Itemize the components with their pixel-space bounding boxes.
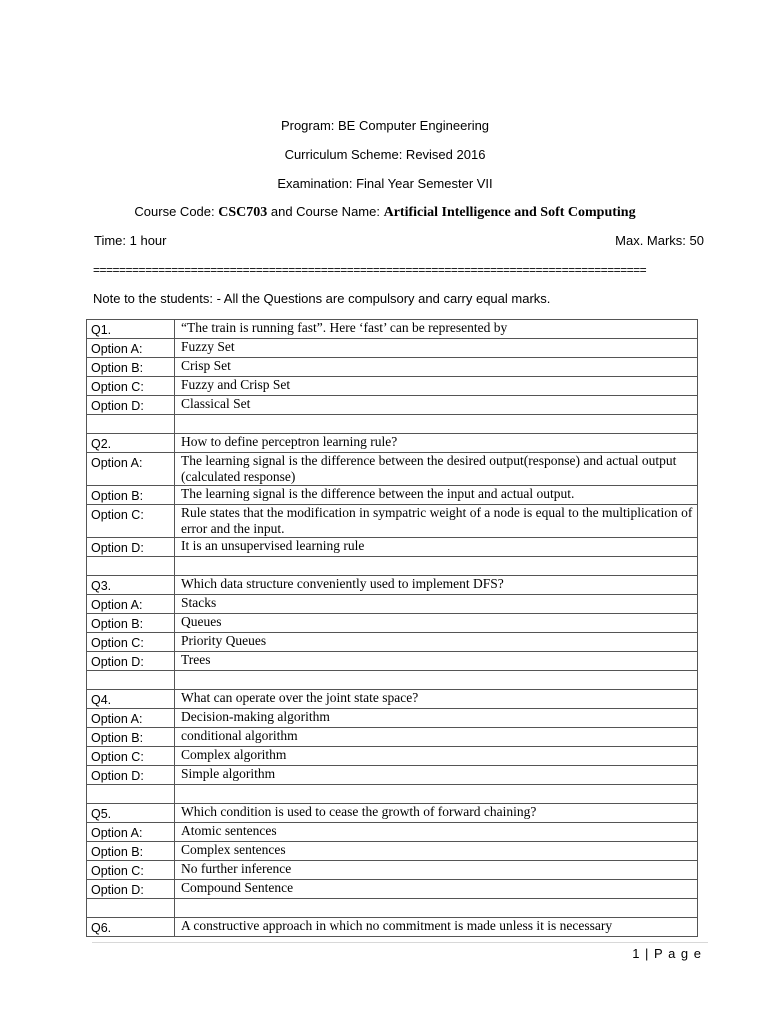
option-row <box>87 766 698 785</box>
option-row-label: Option C: <box>87 505 175 538</box>
question-row-text: What can operate over the joint state space? <box>175 690 698 709</box>
option-row-text: Priority Queues <box>175 633 698 652</box>
question-row-label: Q4. <box>87 690 175 709</box>
option-row-text: Simple algorithm <box>175 766 698 785</box>
spacer-row <box>87 415 698 434</box>
option-row <box>87 453 698 486</box>
option-row-label: Option D: <box>87 766 175 785</box>
question-row <box>87 918 698 937</box>
option-row <box>87 633 698 652</box>
option-row <box>87 486 698 505</box>
option-row-label: Option A: <box>87 339 175 358</box>
option-row <box>87 377 698 396</box>
option-row <box>87 652 698 671</box>
option-row-label: Option D: <box>87 652 175 671</box>
question-row-text: “The train is running fast”. Here ‘fast’ can be represented by <box>175 320 698 339</box>
scheme-line: Curriculum Scheme: Revised 2016 <box>284 147 486 162</box>
option-row-text: Decision-making algorithm <box>175 709 698 728</box>
program-line: Program: BE Computer Engineering <box>280 118 490 133</box>
question-row-text: A constructive approach in which no commitment is made unless it is necessary <box>175 918 698 937</box>
option-row-text: It is an unsupervised learning rule <box>175 538 698 557</box>
option-row-text: Compound Sentence <box>175 880 698 899</box>
option-row-label: Option B: <box>87 842 175 861</box>
course-name-prefix: and Course Name: <box>267 204 384 219</box>
option-row-text: Classical Set <box>175 396 698 415</box>
option-row-label: Option B: <box>87 358 175 377</box>
course-code-prefix: Course Code: <box>134 204 219 219</box>
footer-divider <box>92 942 708 943</box>
option-row-label: Option D: <box>87 538 175 557</box>
option-row-label: Option D: <box>87 396 175 415</box>
spacer-cell <box>175 557 698 576</box>
spacer-row <box>87 785 698 804</box>
spacer-cell <box>175 671 698 690</box>
option-row-text: The learning signal is the difference between the desired output(response) and actual output (calculated response) <box>175 453 698 486</box>
option-row-label: Option C: <box>87 377 175 396</box>
questions-table <box>86 319 698 937</box>
question-row-label: Q5. <box>87 804 175 823</box>
option-row <box>87 538 698 557</box>
option-row-text: Atomic sentences <box>175 823 698 842</box>
option-row-label: Option B: <box>87 728 175 747</box>
question-row <box>87 320 698 339</box>
question-row-text: Which condition is used to cease the growth of forward chaining? <box>175 804 698 823</box>
question-row <box>87 576 698 595</box>
option-row-text: Complex algorithm <box>175 747 698 766</box>
option-row-text: The learning signal is the difference between the input and actual output. <box>175 486 698 505</box>
spacer-cell <box>87 415 175 434</box>
option-row-label: Option C: <box>87 861 175 880</box>
option-row-label: Option D: <box>87 880 175 899</box>
spacer-row <box>87 671 698 690</box>
option-row-label: Option A: <box>87 595 175 614</box>
option-row-text: Crisp Set <box>175 358 698 377</box>
question-row-label: Q2. <box>87 434 175 453</box>
option-row-text: Stacks <box>175 595 698 614</box>
question-row-label: Q6. <box>87 918 175 937</box>
examination-line: Examination: Final Year Semester VII <box>277 176 493 191</box>
option-row-label: Option A: <box>87 709 175 728</box>
option-row-text: Rule states that the modification in sympatric weight of a node is equal to the multiplication of error and the input. <box>175 505 698 538</box>
option-row <box>87 861 698 880</box>
option-row-text: Complex sentences <box>175 842 698 861</box>
student-note: Note to the students: - All the Questions are compulsory and carry equal marks. <box>93 291 551 306</box>
question-row-label: Q1. <box>87 320 175 339</box>
option-row <box>87 728 698 747</box>
max-marks-label: Max. Marks: 50 <box>615 233 704 248</box>
option-row-text: Trees <box>175 652 698 671</box>
option-row <box>87 339 698 358</box>
option-row-label: Option A: <box>87 823 175 842</box>
spacer-row <box>87 899 698 918</box>
course-code: CSC703 <box>218 205 268 220</box>
option-row <box>87 823 698 842</box>
separator-line: ===================================================================================== <box>93 263 647 277</box>
question-row-text: How to define perceptron learning rule? <box>175 434 698 453</box>
course-name: Artificial Intelligence and Soft Computing <box>383 205 636 220</box>
option-row-text: Fuzzy Set <box>175 339 698 358</box>
option-row <box>87 396 698 415</box>
question-row <box>87 434 698 453</box>
option-row-label: Option C: <box>87 633 175 652</box>
question-row <box>87 804 698 823</box>
option-row-text: No further inference <box>175 861 698 880</box>
spacer-cell <box>175 899 698 918</box>
spacer-cell <box>87 671 175 690</box>
question-row-text: Which data structure conveniently used to implement DFS? <box>175 576 698 595</box>
option-row <box>87 595 698 614</box>
option-row <box>87 505 698 538</box>
time-label: Time: 1 hour <box>94 233 167 248</box>
option-row-label: Option A: <box>87 453 175 486</box>
spacer-row <box>87 557 698 576</box>
spacer-cell <box>87 557 175 576</box>
question-row <box>87 690 698 709</box>
option-row <box>87 614 698 633</box>
option-row <box>87 747 698 766</box>
option-row-text: conditional algorithm <box>175 728 698 747</box>
page-number: 1 | P a g e <box>632 946 702 961</box>
option-row-label: Option B: <box>87 486 175 505</box>
course-line <box>0 204 770 221</box>
spacer-cell <box>175 415 698 434</box>
spacer-cell <box>87 785 175 804</box>
option-row-label: Option C: <box>87 747 175 766</box>
option-row <box>87 709 698 728</box>
spacer-cell <box>175 785 698 804</box>
spacer-cell <box>87 899 175 918</box>
option-row-text: Fuzzy and Crisp Set <box>175 377 698 396</box>
option-row <box>87 842 698 861</box>
option-row-label: Option B: <box>87 614 175 633</box>
option-row-text: Queues <box>175 614 698 633</box>
question-row-label: Q3. <box>87 576 175 595</box>
option-row <box>87 358 698 377</box>
option-row <box>87 880 698 899</box>
